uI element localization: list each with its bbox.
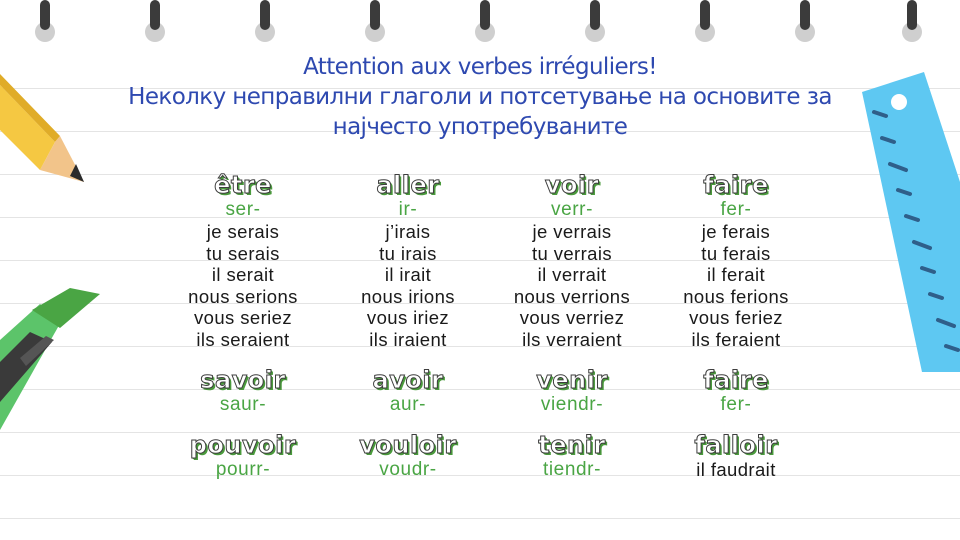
conjugation-form: ils verraient	[522, 328, 622, 350]
verb-heading: pouvoir	[189, 431, 297, 459]
conjugation-form: je ferais	[701, 221, 771, 242]
stem-item-falloir	[651, 431, 821, 481]
conjugation-form: vous iriez	[366, 307, 450, 328]
verb-heading: avoir	[372, 366, 444, 394]
conjugation-form: tu verrais	[531, 242, 613, 264]
title-line-1: Attention aux verbes irréguliers!	[303, 54, 657, 80]
verb-stem: fer-	[720, 199, 752, 220]
conjugation-form: j’irais	[385, 221, 431, 242]
verb-heading: faire	[703, 366, 769, 394]
conjugation-form: vous verriez	[519, 307, 625, 328]
stem-item-pouvoir	[158, 431, 328, 481]
conjugation-form: nous serions	[188, 285, 298, 307]
verb-heading: vouloir	[359, 431, 457, 459]
conjugation-form: tu serais	[206, 242, 280, 264]
stem-item-tenir	[487, 431, 657, 481]
verb-heading: voir	[544, 171, 600, 199]
verb-stem: ser-	[225, 199, 261, 220]
title-line-2: Неколку неправилни глаголи и потсетување на основите за	[128, 84, 832, 110]
conjugation-form: vous feriez	[689, 307, 783, 328]
notebook-ring-icon	[695, 0, 715, 42]
ruled-line	[0, 518, 960, 519]
stem-item-savoir	[158, 366, 328, 416]
highlighter-icon	[0, 280, 110, 440]
conjugation-form: je verrais	[532, 221, 612, 242]
stem-item-vouloir	[323, 431, 493, 481]
verb-column-etre	[158, 171, 328, 350]
conjugation-form: il serait	[211, 264, 275, 285]
notebook-ring-icon	[795, 0, 815, 42]
verb-stem: aur-	[389, 394, 427, 415]
notebook-ring-icon	[35, 0, 55, 42]
verb-heading: venir	[536, 366, 608, 394]
conjugation-form: ils iraient	[369, 328, 447, 350]
verb-heading: faire	[703, 171, 769, 199]
conjugation-form: tu irais	[379, 242, 437, 264]
verb-stem: fer-	[720, 394, 752, 415]
verb-stem: tiendr-	[542, 459, 602, 480]
conjugation-form: il ferait	[706, 264, 766, 285]
verb-column-faire	[651, 171, 821, 350]
title-line-3: најчесто употребуваните	[332, 114, 628, 140]
notebook-ring-icon	[585, 0, 605, 42]
conjugation-form: ils feraient	[691, 328, 781, 350]
conjugation-form: vous seriez	[194, 307, 292, 328]
verb-stem: saur-	[219, 394, 267, 415]
notebook-ring-icon	[475, 0, 495, 42]
notebook-ring-icon	[902, 0, 922, 42]
notebook-ring-icon	[255, 0, 275, 42]
conjugation-form: ils seraient	[196, 328, 290, 350]
conjugation-form: il irait	[384, 264, 432, 285]
notebook-ring-icon	[365, 0, 385, 42]
verb-heading: tenir	[538, 431, 606, 459]
conjugation-form: nous irions	[361, 285, 455, 307]
verb-stem: verr-	[550, 199, 594, 220]
verb-stem: voudr-	[379, 459, 437, 480]
verb-column-voir	[487, 171, 657, 350]
stem-item-avoir	[323, 366, 493, 416]
conjugation-form: tu ferais	[701, 242, 771, 264]
verb-stem: ir-	[398, 199, 418, 220]
conjugation-form: il faudrait	[696, 459, 776, 480]
verb-heading: être	[214, 171, 272, 199]
stem-item-venir	[487, 366, 657, 416]
verb-heading: falloir	[694, 431, 778, 459]
conjugation-form: nous verrions	[513, 285, 631, 307]
verb-stem: viendr-	[540, 394, 604, 415]
verb-heading: aller	[376, 171, 440, 199]
stem-item-faire	[651, 366, 821, 416]
verb-heading: savoir	[200, 366, 286, 394]
slide-title	[60, 52, 900, 142]
verb-column-aller	[323, 171, 493, 350]
conjugation-form: nous ferions	[683, 285, 789, 307]
conjugation-form: je serais	[206, 221, 280, 242]
conjugation-form: il verrait	[537, 264, 607, 285]
notebook-ring-icon	[145, 0, 165, 42]
verb-stem: pourr-	[215, 459, 271, 480]
